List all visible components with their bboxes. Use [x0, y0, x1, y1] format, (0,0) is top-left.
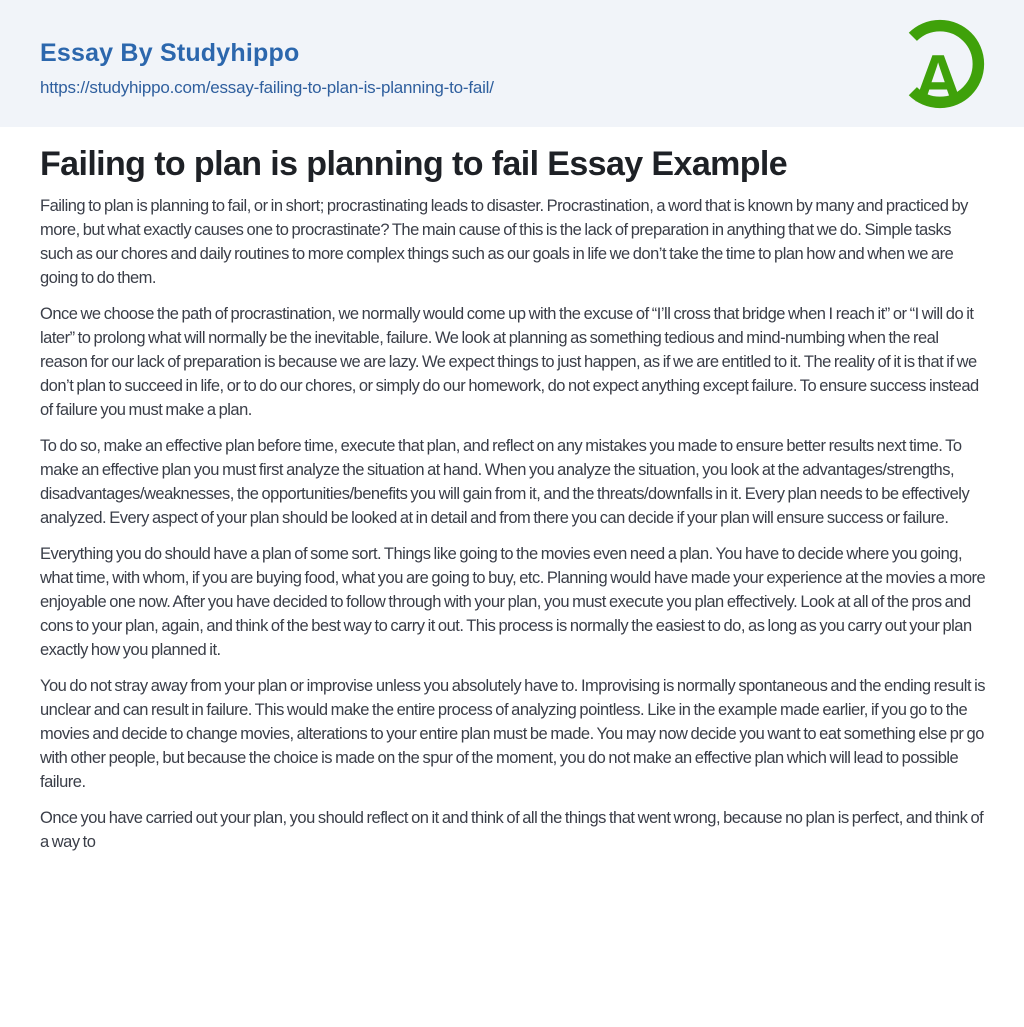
essay-paragraph: You do not stray away from your plan or improvise unless you absolutely have to. Improvising is normally spontaneous and the ending result is unclear and can result in failure. This would make the entire process of analyzing pointless. Like in the example made earlier, if you go to the movies and decide to change movies, alterations to your entire plan must be made. You may now decide you want to eat something else pr go with other people, but because the choice is made on the spur of the moment, you do not make an effective plan which will lead to possible failure. [40, 677, 986, 792]
studyhippo-logo[interactable] [892, 16, 988, 112]
page-header [0, 0, 1024, 127]
logo-letter: A [913, 40, 963, 112]
essay-paragraph: Once you have carried out your plan, you should reflect on it and think of all the things that went wrong, because no plan is perfect, and think of a way to [40, 809, 984, 852]
page-url-link[interactable]: https://studyhippo.com/essay-failing-to-plan-is-planning-to-fail/ [40, 78, 494, 97]
essay-paragraph: To do so, make an effective plan before time, execute that plan, and reflect on any mistakes you made to ensure better results next time. To make an effective plan you must first analyze the situation at hand. When you analyze the situation, you look at the advantages/strengths, disadvantages/weaknesses, the opportunities/benefits you will gain from it, and the threats/downfalls in it. Every plan needs to be effectively analyzed. Every aspect of your plan should be looked at in detail and from there you can decide if your plan will ensure success or failure. [40, 437, 970, 528]
essay-paragraph: Once we choose the path of procrastination, we normally would come up with the excuse of “I’ll cross that bridge when I reach it” or “I will do it later” to prolong what will normally be the inevitable, failure. We look at planning as something tedious and mind-numbing when the real reason for our lack of preparation is because we are lazy. We expect things to just happen, as if we are entitled to it. The reality of it is that if we don’t plan to succeed in life, or to do our chores, or simply do our homework, do not expect anything except failure. To ensure success instead of failure you must make a plan. [40, 305, 979, 420]
essay-paragraph: Failing to plan is planning to fail, or in short; procrastinating leads to disaster. Procrastination, a word that is known by many and practiced by more, but what exactly causes one to procrastinate? The main cause of this is the lack of preparation in anything that we do. Simple tasks such as our chores and daily routines to more complex things such as our goals in life we don’t take the time to plan how and when we are going to do them. [40, 197, 968, 288]
essay-paragraph: Everything you do should have a plan of some sort. Things like going to the movies even need a plan. You have to decide where you going, what time, with whom, if you are buying food, what you are going to buy, etc. Planning would have made your experience at the movies a more enjoyable one now. After you have decided to follow through with your plan, you must execute you plan effectively. Look at all of the pros and cons to your plan, again, and think of the best way to carry it out. This process is normally the easiest to do, as long as you carry out your plan exactly how you planned it. [40, 545, 986, 660]
essay-content [0, 144, 1024, 854]
site-name: Essay By Studyhippo [40, 39, 300, 67]
essay-title: Failing to plan is planning to fail Essay Example [40, 145, 788, 183]
header-text-block [40, 29, 494, 98]
